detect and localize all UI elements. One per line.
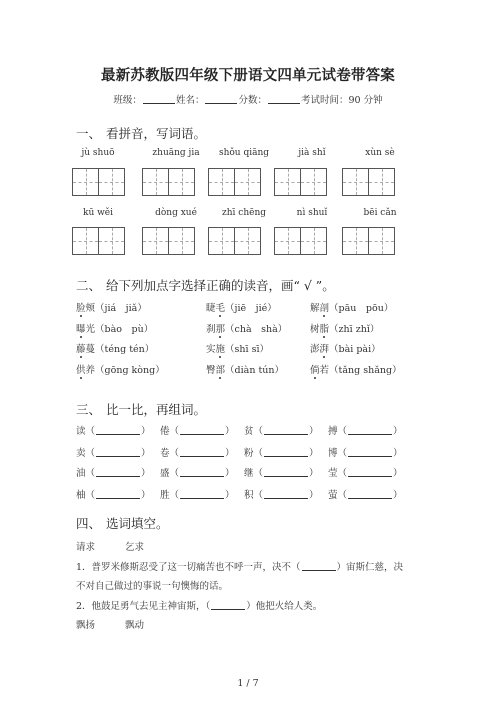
compare-item: [244, 445, 319, 459]
compare-item: [160, 487, 235, 501]
pronunciation-options: （zhī zhǐ）: [329, 324, 380, 335]
paren: （: [85, 448, 96, 459]
paren: （: [337, 490, 348, 501]
paren: ）: [393, 448, 403, 459]
writing-cell[interactable]: [274, 168, 301, 196]
word-choice: 飘动: [125, 620, 145, 631]
reading-item[interactable]: [206, 362, 284, 376]
section-2-number: 二、: [76, 278, 102, 293]
word-character: 澎: [310, 344, 320, 355]
answer-blank[interactable]: [348, 467, 392, 477]
info-line: [0, 92, 496, 106]
answer-blank[interactable]: [348, 447, 392, 457]
answer-blank[interactable]: [180, 489, 224, 499]
compare-character: 卖: [76, 448, 86, 459]
paren: ）: [141, 448, 151, 459]
pinyin: zhī chēng: [222, 208, 266, 218]
document-title: 最新苏教版四年级下册语文四单元试卷带答案: [101, 68, 395, 84]
class-blank: [143, 94, 175, 104]
reading-item[interactable]: [206, 321, 287, 335]
answer-blank[interactable]: [96, 467, 140, 477]
pronunciation-options: （jiá jiǎ）: [95, 303, 147, 314]
answer-blank[interactable]: [264, 425, 308, 435]
dotted-character: 施: [216, 341, 226, 355]
pronunciation-options: （gōng kòng）: [95, 365, 165, 376]
question-text: 2．他鼓足勇气去见主神宙斯，（: [76, 601, 211, 612]
compare-item: [76, 445, 151, 459]
writing-cell[interactable]: [300, 227, 327, 255]
paren: （: [253, 468, 264, 479]
paren: ）: [309, 426, 319, 437]
paren: （: [337, 426, 348, 437]
word-character: 养: [85, 365, 96, 376]
dotted-character: 部: [216, 362, 226, 376]
writing-cell[interactable]: [208, 168, 235, 196]
section-3-number: 三、: [76, 402, 102, 417]
writing-cell[interactable]: [342, 227, 369, 255]
dotted-character: 藤: [76, 341, 86, 355]
compare-character: 贫: [244, 426, 254, 437]
paren: （: [85, 426, 96, 437]
pinyin: nì shuǐ: [296, 208, 328, 218]
pronunciation-options: （téng tén）: [95, 344, 155, 355]
paren: ）: [225, 468, 235, 479]
compare-item: [328, 423, 403, 437]
compare-character: 读: [76, 426, 86, 437]
pinyin: jù shuō: [81, 148, 115, 158]
compare-item: [244, 423, 319, 437]
pinyin: kū wěi: [82, 208, 114, 218]
compare-character: 卷: [160, 448, 170, 459]
compare-character: 莹: [328, 468, 338, 479]
reading-item[interactable]: [310, 341, 381, 355]
writing-cell[interactable]: [342, 168, 369, 196]
question-2: [76, 598, 322, 612]
score-blank: [268, 94, 300, 104]
compare-item: [328, 487, 403, 501]
answer-blank[interactable]: [348, 489, 392, 499]
answer-blank[interactable]: [96, 447, 140, 457]
reading-item[interactable]: [206, 300, 277, 314]
answer-blank[interactable]: [180, 425, 224, 435]
compare-character: 油: [76, 468, 86, 479]
name-blank: [205, 94, 237, 104]
paren: ）: [225, 426, 235, 437]
answer-blank[interactable]: [211, 600, 245, 610]
time-label: 考试时间：90 分钟: [300, 95, 383, 106]
dotted-character: 供: [76, 362, 86, 376]
dotted-character: 脂: [320, 321, 330, 335]
reading-item[interactable]: [310, 362, 402, 376]
writing-grid-row-2: [72, 227, 442, 257]
paren: ）: [225, 490, 235, 501]
word-choice: 乞求: [125, 542, 145, 553]
paren: ）: [393, 490, 403, 501]
pinyin: zhuāng jia: [152, 148, 200, 158]
section-1-heading: [76, 124, 206, 142]
compare-character: 继: [244, 468, 254, 479]
paren: ）: [393, 426, 403, 437]
writing-cell[interactable]: [168, 227, 195, 255]
word-choice: 飘扬: [76, 620, 96, 631]
section-2-heading: [76, 276, 335, 294]
pinyin: bēi cǎn: [363, 208, 397, 218]
writing-cell[interactable]: [274, 227, 301, 255]
reading-item[interactable]: [310, 321, 379, 335]
paren: ）: [141, 426, 151, 437]
paren: ）: [225, 448, 235, 459]
dotted-character: 毛: [216, 300, 226, 314]
question-1-line-1: [76, 559, 403, 573]
answer-blank[interactable]: [302, 561, 336, 571]
compare-character: 搏: [328, 426, 338, 437]
pinyin: jià shǐ: [298, 148, 326, 158]
compare-character: 胜: [160, 490, 170, 501]
paren: （: [85, 490, 96, 501]
compare-item: [160, 445, 235, 459]
compare-item: [160, 465, 235, 479]
compare-item: [76, 465, 151, 479]
pronunciation-options: （bài pài）: [329, 344, 381, 355]
writing-cell[interactable]: [142, 227, 169, 255]
paren: （: [253, 448, 264, 459]
writing-cell[interactable]: [234, 168, 261, 196]
paren: （: [169, 490, 180, 501]
section-3-title: 比一比，再组词。: [106, 402, 207, 417]
compare-character: 柚: [76, 490, 86, 501]
compare-item: [328, 445, 403, 459]
paren: （: [169, 448, 180, 459]
section-4-number: 四、: [76, 516, 102, 531]
word-character: 颊: [85, 303, 96, 314]
paren: （: [253, 426, 264, 437]
section-3-heading: [76, 400, 206, 418]
dotted-character: 那: [216, 321, 226, 335]
compare-character: 盛: [160, 468, 170, 479]
word-choices-1: [76, 539, 144, 553]
writing-cell[interactable]: [368, 227, 395, 255]
paren: ）: [393, 468, 403, 479]
answer-blank[interactable]: [264, 467, 308, 477]
word-choice: 请求: [76, 542, 96, 553]
paren: （: [169, 468, 180, 479]
pronunciation-options: （pāu pōu）: [329, 303, 394, 314]
word-character: 刹: [206, 324, 216, 335]
answer-blank[interactable]: [348, 425, 392, 435]
dotted-character: 曝: [76, 321, 86, 335]
paren: ）: [309, 490, 319, 501]
section-1-title: 看拼音，写词语。: [106, 126, 207, 141]
dotted-character: 剖: [320, 300, 330, 314]
answer-blank[interactable]: [96, 489, 140, 499]
writing-cell[interactable]: [72, 168, 99, 196]
writing-cell[interactable]: [168, 168, 195, 196]
compare-character: 粉: [244, 448, 254, 459]
page-number: 1 / 7: [237, 678, 259, 689]
reading-item[interactable]: [206, 341, 269, 355]
word-choices-2: [76, 617, 144, 631]
dotted-character: 湃: [320, 341, 330, 355]
name-label: 姓名：: [175, 95, 205, 106]
writing-cell[interactable]: [208, 227, 235, 255]
reading-item[interactable]: [310, 300, 393, 314]
pronunciation-options: （chà shà）: [225, 324, 288, 335]
word-character: 树: [310, 324, 320, 335]
compare-item: [76, 487, 151, 501]
question-text: ）他把火给人类。: [246, 601, 323, 612]
writing-cell[interactable]: [300, 168, 327, 196]
word-character: 若: [319, 365, 330, 376]
pronunciation-options: （jiē jié）: [225, 303, 277, 314]
score-label: 分数：: [238, 95, 267, 106]
compare-item: [328, 465, 403, 479]
answer-blank[interactable]: [180, 447, 224, 457]
paren: （: [85, 468, 96, 479]
pinyin: xùn sè: [365, 148, 395, 158]
word-character: 睫: [206, 303, 216, 314]
pinyin: shǒu qiāng: [218, 148, 270, 158]
reading-item[interactable]: [76, 300, 147, 314]
writing-cell[interactable]: [98, 168, 125, 196]
paren: ）: [309, 468, 319, 479]
compare-character: 萤: [328, 490, 338, 501]
compare-character: 博: [328, 448, 338, 459]
answer-blank[interactable]: [264, 489, 308, 499]
paren: （: [337, 448, 348, 459]
reading-item[interactable]: [76, 321, 153, 335]
answer-blank[interactable]: [180, 467, 224, 477]
pronunciation-options: （bào pù）: [95, 324, 154, 335]
answer-blank[interactable]: [96, 425, 140, 435]
section-4-title: 选词填空。: [106, 516, 169, 531]
word-character: 臀: [206, 365, 216, 376]
paren: ）: [141, 490, 151, 501]
word-character: 光: [85, 324, 96, 335]
dotted-character: 脸: [76, 300, 86, 314]
word-character: 蔓: [85, 344, 96, 355]
class-label: 班级：: [113, 95, 142, 106]
reading-item[interactable]: [76, 341, 154, 355]
writing-cell[interactable]: [72, 227, 99, 255]
paren: （: [169, 426, 180, 437]
paren: ）: [309, 448, 319, 459]
writing-grid-row-1: [72, 168, 442, 198]
compare-character: 积: [244, 490, 254, 501]
question-text: ）宙斯仁慈，决: [336, 562, 404, 573]
pronunciation-options: （tǎng shǎng）: [329, 365, 402, 376]
word-character: 实: [206, 344, 216, 355]
writing-cell[interactable]: [234, 227, 261, 255]
paren: ）: [141, 468, 151, 479]
section-4-heading: [76, 514, 169, 532]
question-1-line-2: 不对自己做过的事说一句懊悔的话。: [76, 581, 229, 592]
dotted-character: 倘: [310, 362, 320, 376]
question-text: 1．普罗米修斯忍受了这一切痛苦也不呼一声，决不（: [76, 562, 301, 573]
word-character: 解: [310, 303, 320, 314]
paren: （: [253, 490, 264, 501]
writing-cell[interactable]: [142, 168, 169, 196]
pronunciation-options: （diàn tún）: [225, 365, 285, 376]
compare-item: [160, 423, 235, 437]
pronunciation-options: （shī sī）: [225, 344, 269, 355]
section-1-number: 一、: [76, 126, 102, 141]
compare-character: 倦: [160, 426, 170, 437]
compare-item: [244, 465, 319, 479]
reading-item[interactable]: [76, 362, 165, 376]
pinyin: dòng xué: [155, 208, 197, 218]
section-2-title: 给下列加点字选择正确的读音，画“ √ ”。: [106, 278, 335, 293]
writing-cell[interactable]: [368, 168, 395, 196]
compare-item: [76, 423, 151, 437]
answer-blank[interactable]: [264, 447, 308, 457]
paren: （: [337, 468, 348, 479]
compare-item: [244, 487, 319, 501]
writing-cell[interactable]: [98, 227, 125, 255]
